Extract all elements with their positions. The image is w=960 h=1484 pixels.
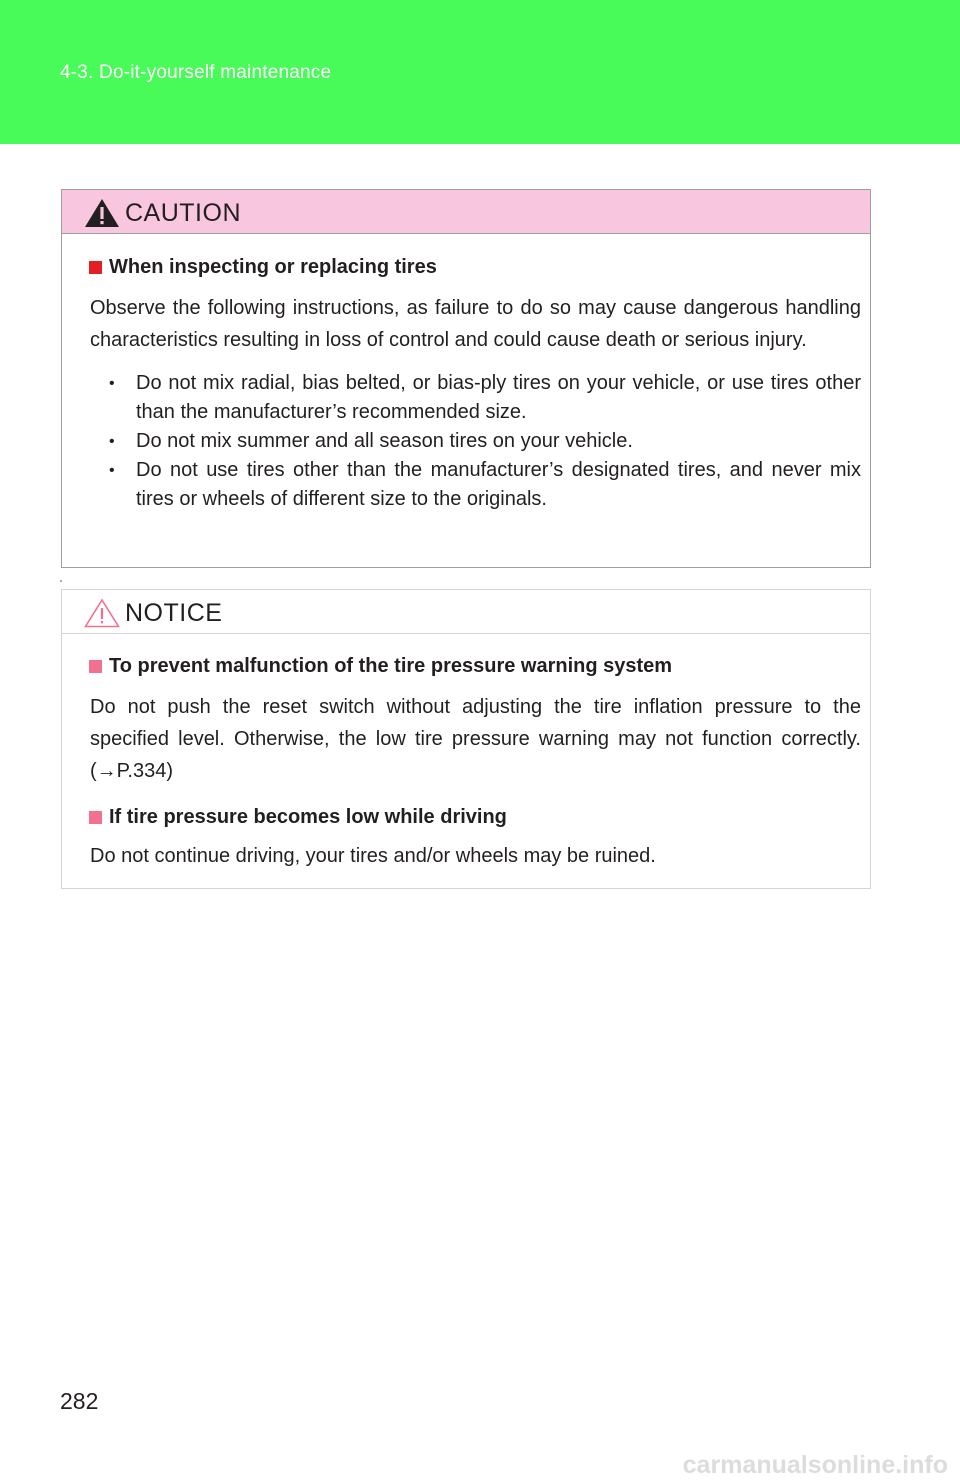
notice-box (61, 589, 871, 889)
notice-section-title: If tire pressure becomes low while driving (89, 804, 861, 830)
section-marker-icon (89, 811, 102, 824)
warning-triangle-outline-icon (84, 598, 120, 628)
caution-section-title: When inspecting or replacing tires (89, 254, 861, 280)
list-item: • Do not use tires other than the manufacturer’s designated tires, and never mix tires or wheels of different size to the originals. (109, 456, 861, 514)
divider-mark (60, 580, 62, 582)
page-number: 282 (60, 1388, 99, 1414)
notice-section-title: To prevent malfunction of the tire pressure warning system (89, 653, 861, 679)
list-item: • Do not mix summer and all season tires on your vehicle. (109, 427, 861, 456)
watermark: carmanualsonline.info (682, 1451, 948, 1479)
section-marker-icon (89, 261, 102, 274)
notice-section-text: Do not push the reset switch without adjusting the tire inflation pressure to the specified level. Otherwise, the low tire pressure warning may not function correctly. (→P.334) (90, 696, 861, 782)
caution-label: CAUTION (125, 199, 241, 227)
page-header (0, 0, 960, 144)
caution-intro: Observe the following instructions, as failure to do so may cause dangerous handling characteristics resulting in loss of control and could cause death or serious injury. (90, 297, 861, 351)
caution-box (61, 189, 871, 568)
section-title: 4-3. Do-it-yourself maintenance (60, 62, 332, 83)
notice-label: NOTICE (125, 599, 223, 627)
warning-triangle-icon (84, 198, 120, 228)
caution-bullet-list (89, 369, 861, 514)
section-marker-icon (89, 660, 102, 673)
notice-section-text: Do not continue driving, your tires and/or wheels may be ruined. (90, 845, 656, 867)
list-item: • Do not mix radial, bias belted, or bias-ply tires on your vehicle, or use tires other than the manufacturer’s recommended size. (109, 369, 861, 427)
notice-header (62, 590, 870, 634)
caution-header (62, 190, 870, 234)
